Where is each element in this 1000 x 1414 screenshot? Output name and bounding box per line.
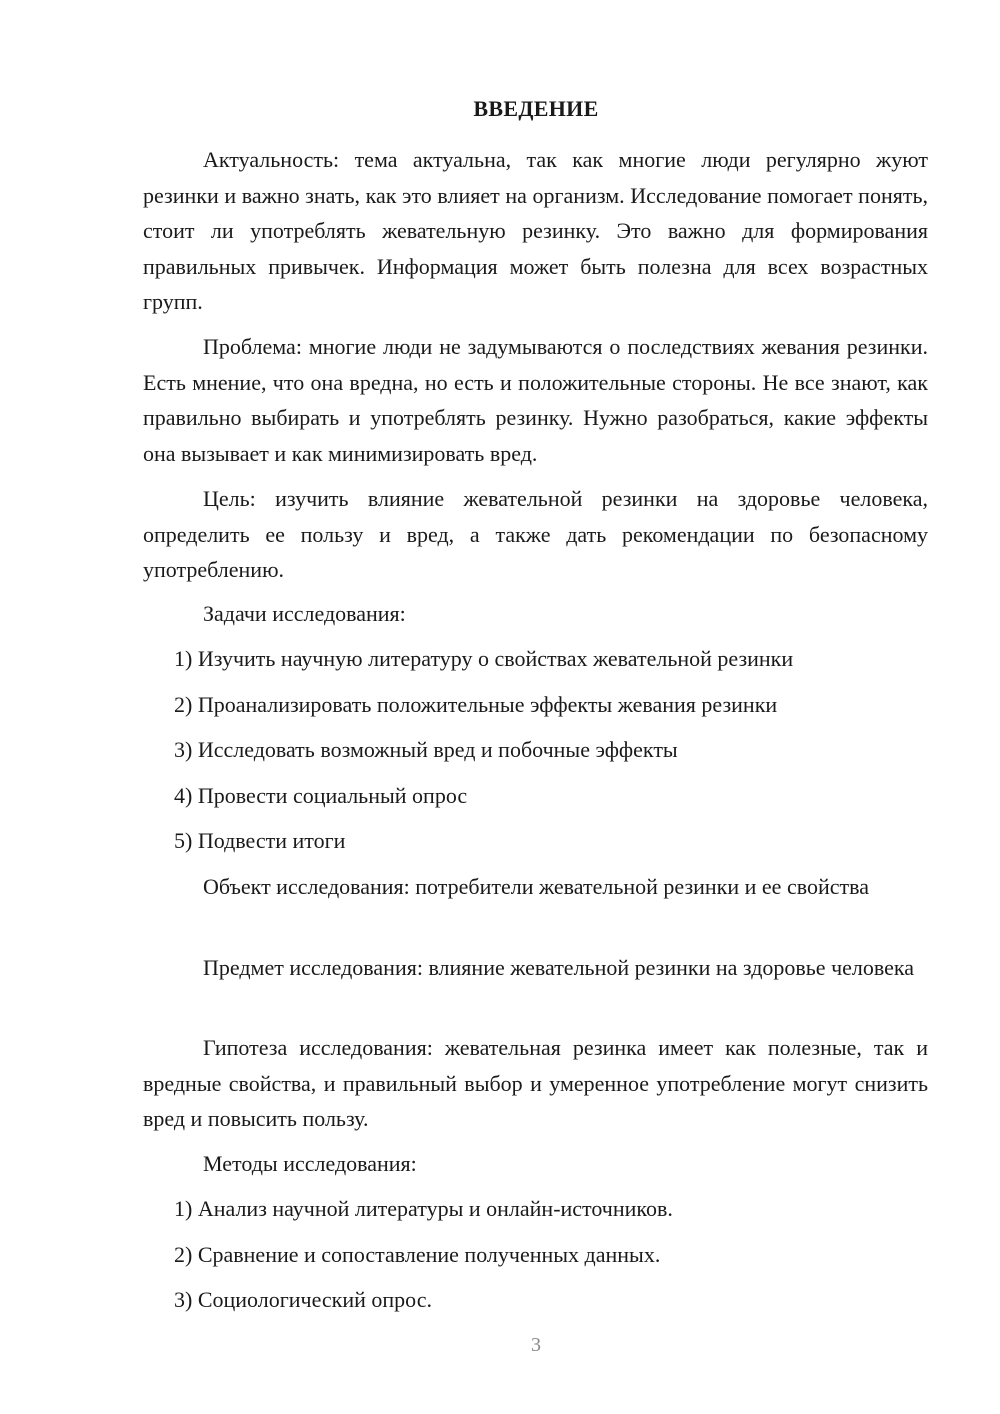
task-item: 3) Исследовать возможный вред и побочные эффекты: [174, 737, 678, 762]
task-item: 1) Изучить научную литературу о свойствах жевательной резинки: [174, 646, 794, 671]
method-item: 2) Сравнение и сопоставление полученных данных.: [174, 1242, 661, 1267]
method-item: 3) Социологический опрос.: [174, 1287, 432, 1312]
method-item: 1) Анализ научной литературы и онлайн-источников.: [174, 1196, 673, 1221]
problem-paragraph: Проблема: многие люди не задумываются о последствиях жевания резинки. Есть мнение, что она вредна, но есть и положительные стороны. Не все знают, как правильно выбирать и употреблять резинку. Нужно разобраться, какие эффекты она вызывает и как минимизировать вред.: [143, 334, 928, 466]
tasks-heading: Задачи исследования:: [203, 601, 406, 626]
page-number: 3: [531, 1334, 541, 1356]
relevance-paragraph: Актуальность: тема актуальна, так как многие люди регулярно жуют резинки и важно знать, как это влияет на организм. Исследование помогает понять, стоит ли употреблять жевательную резинку. Это важно для формирования правильных привычек. Информация может быть полезна для всех возрастных групп.: [143, 147, 928, 314]
subject-paragraph: Предмет исследования: влияние жевательной резинки на здоровье человека: [203, 955, 915, 980]
goal-paragraph: Цель: изучить влияние жевательной резинки на здоровье человека, определить ее пользу и вред, а также дать рекомендации по безопасному употреблению.: [143, 486, 928, 582]
object-paragraph: Объект исследования: потребители жевательной резинки и ее свойства: [203, 874, 869, 899]
page-title: ВВЕДЕНИЕ: [473, 96, 599, 121]
hypothesis-paragraph: Гипотеза исследования: жевательная резинка имеет как полезные, так и вредные свойства, и правильный выбор и умеренное употребление могут снизить вред и повысить пользу.: [143, 1035, 928, 1131]
task-item: 2) Проанализировать положительные эффекты жевания резинки: [174, 692, 778, 717]
task-item: 5) Подвести итоги: [174, 828, 346, 853]
methods-heading: Методы исследования:: [203, 1151, 417, 1176]
task-item: 4) Провести социальный опрос: [174, 783, 468, 808]
